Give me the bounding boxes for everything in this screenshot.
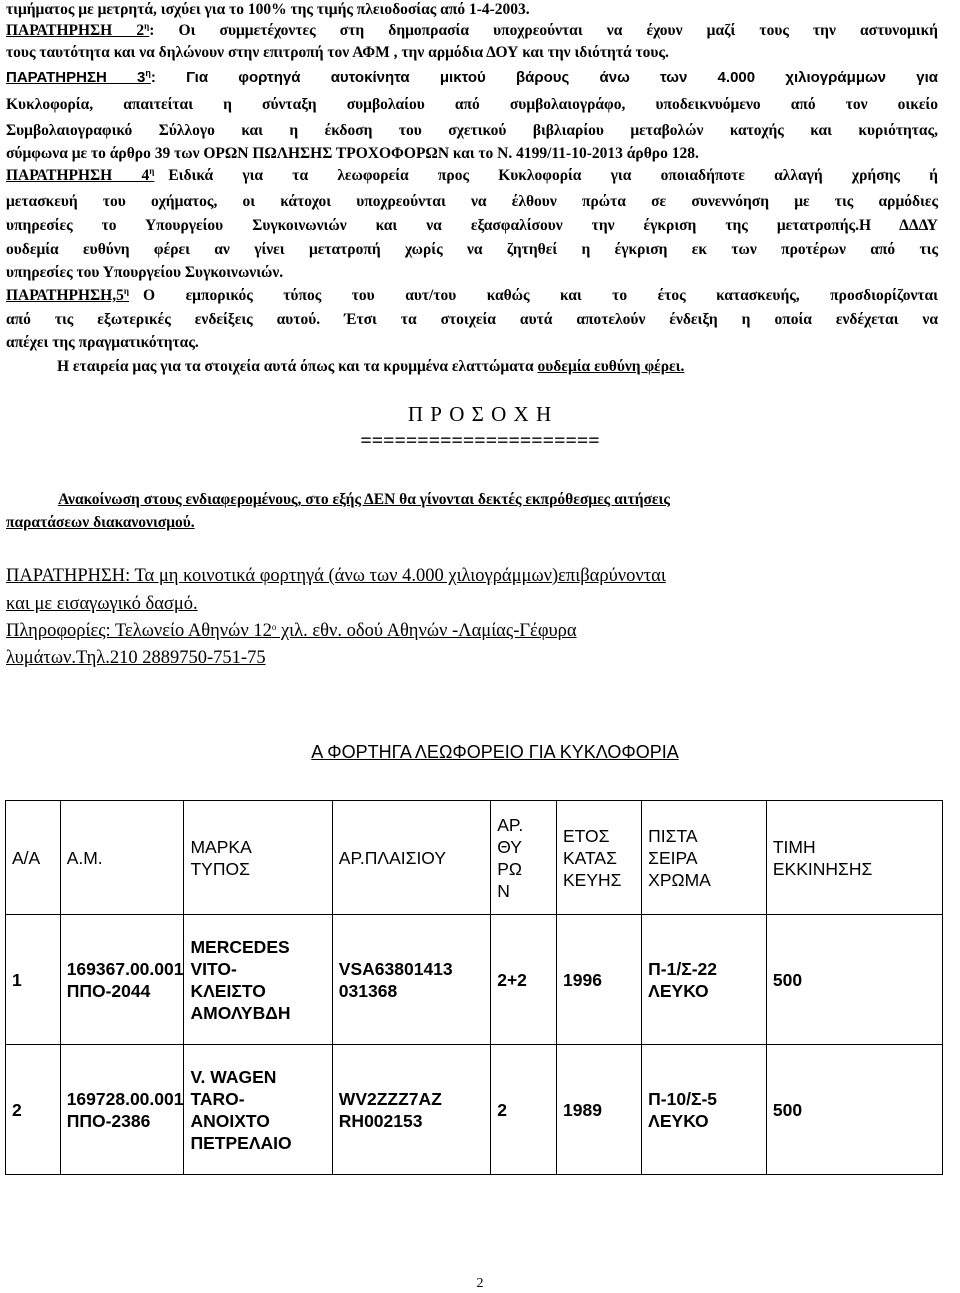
note-5-label: $\Pi APATHPH\Sigma H,5^\eta$ bbox=[6, 286, 129, 304]
cell-aa: 1 bbox=[6, 915, 61, 1045]
customs-note-line-2: και με εισαγωγικό δασμό. bbox=[6, 594, 198, 614]
note-5-line-3: απέχει της πραγματικότητας. bbox=[6, 334, 199, 351]
cell-am: 169367.00.001 ΠΠΟ-2044 bbox=[60, 915, 184, 1045]
header-chassis-number: ΑΡ.ΠΛΑΙΣΙΟΥ bbox=[332, 801, 490, 915]
attention-rule: ===================== bbox=[360, 430, 600, 452]
page-number: 2 bbox=[476, 1276, 484, 1291]
cell-chassis-number: VSA63801413 031368 bbox=[332, 915, 490, 1045]
note-4-line-2: μετασκευή του οχήματος, οι κάτοχοι υποχρεούνται να έλθουν πρώτα σε συνεννόηση με τις αρμόδιες bbox=[6, 193, 938, 210]
cell-brand-type: MERCEDES VITO- ΚΛΕΙΣΤΟ ΑΜΟΛΥΒΔΗ bbox=[184, 915, 332, 1045]
header-start-price: ΤΙΜΗ ΕΚΚΙΝΗΣΗΣ bbox=[766, 801, 942, 915]
info-line-2: λυμάτων.Τηλ.210 2889750-751-75 bbox=[6, 648, 266, 668]
note-3-line-3: Συμβολαιογραφικό Σύλλογο και η έκδοση του σχετικού βιβλιαρίου μεταβολών κατοχής και κυριότητας, bbox=[6, 122, 938, 139]
table-row bbox=[6, 915, 943, 1045]
cell-start-price: 500 bbox=[766, 915, 942, 1045]
cell-plate-color: Π-1/Σ-22 ΛΕΥΚΟ bbox=[642, 915, 767, 1045]
customs-note-line-1: ΠΑΡΑΤΗΡΗΣΗ: Τα μη κοινοτικά φορτηγά (άνω των 4.000 χιλιογράμμων)επιβαρύνονται bbox=[6, 566, 666, 586]
cell-doors: 2+2 bbox=[491, 915, 557, 1045]
note-5-line-2: από τις εξωτερικές ενδείξεις αυτού. Έτσι τα στοιχεία αυτά αποτελούν ένδειξη η οποία ενδέχεται να bbox=[6, 311, 938, 328]
header-brand-type: ΜΑΡΚΑ ΤΥΠΟΣ bbox=[184, 801, 332, 915]
cell-plate-color: Π-10/Σ-5 ΛΕΥΚΟ bbox=[642, 1045, 767, 1175]
announcement-line-2: παρατάσεων διακανονισμού. bbox=[6, 514, 195, 531]
cell-chassis-number: WV2ZZZ7AZ RH002153 bbox=[332, 1045, 490, 1175]
header-plate-color: ΠΙΣΤΑ ΣΕΙΡΑ ΧΡΩΜΑ bbox=[642, 801, 767, 915]
note-4-label: ΠΑΡΑΤΗΡΗΣΗ $4^\eta$ bbox=[6, 166, 155, 184]
header-am: Α.Μ. bbox=[60, 801, 184, 915]
note-4-line-1: ΠΑΡΑΤΗΡΗΣΗ $4^\eta$ Ειδικά για τα λεωφορεία προς Κυκλοφορία για οποιαδήποτε αλλαγή χρήσης ή bbox=[6, 166, 938, 184]
note-2-label: ΠΑΡΑΤΗΡΗΣΗ $2^\eta$ bbox=[6, 21, 150, 39]
note-4-line-4: ουδεμία ευθύνη φέρει αν γίνει μετατροπή χωρίς να ζητηθεί η έγκριση εκ των προτέρων από τις bbox=[6, 241, 938, 258]
note-4-line-5: υπηρεσίες του Υπουργείου Συγκοινωνιών. bbox=[6, 264, 284, 281]
announcement-line-1: Ανακοίνωση στους ενδιαφερομένους, στο εξής ΔΕΝ θα γίνονται δεκτές εκπρόθεσμες αιτήσεις bbox=[58, 491, 670, 508]
cell-start-price: 500 bbox=[766, 1045, 942, 1175]
cell-am: 169728.00.001 ΠΠΟ-2386 bbox=[60, 1045, 184, 1175]
cell-doors: 2 bbox=[491, 1045, 557, 1175]
note-2-line-2: τους ταυτότητα και να δηλώνουν στην επιτροπή τον ΑΦΜ , την αρμόδια ΔΟΥ και την ιδιότητά τους. bbox=[6, 44, 669, 61]
note-4-line-3: υπηρεσίες το Υπουργείου Συγκοινωνιών και να εξασφαλίσουν την έγκριση της μετατροπής.Η ΔΔΔΥ bbox=[6, 217, 938, 234]
cell-year: 1996 bbox=[557, 915, 642, 1045]
table-row bbox=[6, 1045, 943, 1175]
note-3-label: ΠΑΡΑΤΗΡΗΣΗ $3^\eta$ bbox=[6, 68, 151, 86]
attention-title: Π Ρ Ο Σ Ο Χ Η bbox=[407, 402, 553, 426]
info-line-1: Πληροφορίες: Τελωνείο Αθηνών $12^o$ χιλ. εθν. οδού Αθηνών -Λαμίας-Γέφυρα bbox=[6, 621, 577, 641]
header-year: ΕΤΟΣ ΚΑΤΑΣ ΚΕΥΗΣ bbox=[557, 801, 642, 915]
note-5-line-1: $\Pi APATHPH\Sigma H,5^\eta$ Ο εμπορικός τύπος του αυτ/του καθώς και το έτος κατασκευής, προσδιορίζονται bbox=[6, 286, 938, 304]
company-disclaimer: Η εταιρεία μας για τα στοιχεία αυτά όπως και τα κρυμμένα ελαττώματα ουδεμία ευθύνη φέρει. bbox=[57, 358, 685, 375]
note-3-line-4: σύμφωνα με το άρθρο 39 των ΟΡΩΝ ΠΩΛΗΣΗΣ ΤΡΟΧΟΦΟΡΩΝ και το Ν. 4199/11-10-2013 άρθρο 128. bbox=[6, 145, 699, 162]
cell-year: 1989 bbox=[557, 1045, 642, 1175]
note-2-line-1: ΠΑΡΑΤΗΡΗΣΗ $2^\eta$: Οι συμμετέχοντες στη δημοπρασία υποχρεούνται να έχουν μαζί τους την αστυνομική bbox=[6, 21, 938, 39]
vehicle-table bbox=[5, 800, 943, 1175]
note-3-line-2: Κυκλοφορία, απαιτείται η σύνταξη συμβολαίου από συμβολαιογράφο, υποδεικνυόμενο από τον οικείο bbox=[6, 96, 938, 113]
table-header-row bbox=[6, 801, 943, 915]
table-title: Α ΦΟΡΤΗΓΑ ΛΕΩΦΟΡΕΙΟ ΓΙΑ ΚΥΚΛΟΦΟΡΙΑ bbox=[311, 742, 679, 762]
note-3-line-1: ΠΑΡΑΤΗΡΗΣΗ $3^\eta$: Για φορτηγά αυτοκίνητα μικτού βάρους άνω των 4.000 χιλιογράμμων για bbox=[6, 68, 938, 86]
paragraph-line: τιμήματος με μετρητά, ισχύει για το 100% της τιμής πλειοδοσίας από 1-4-2003. bbox=[6, 1, 530, 18]
cell-aa: 2 bbox=[6, 1045, 61, 1175]
cell-brand-type: V. WAGEN TARO- ΑΝΟΙΧΤΟ ΠΕΤΡΕΛΑΙΟ bbox=[184, 1045, 332, 1175]
header-aa: Α/Α bbox=[6, 801, 61, 915]
header-doors: ΑΡ. ΘΥ ΡΩ Ν bbox=[491, 801, 557, 915]
